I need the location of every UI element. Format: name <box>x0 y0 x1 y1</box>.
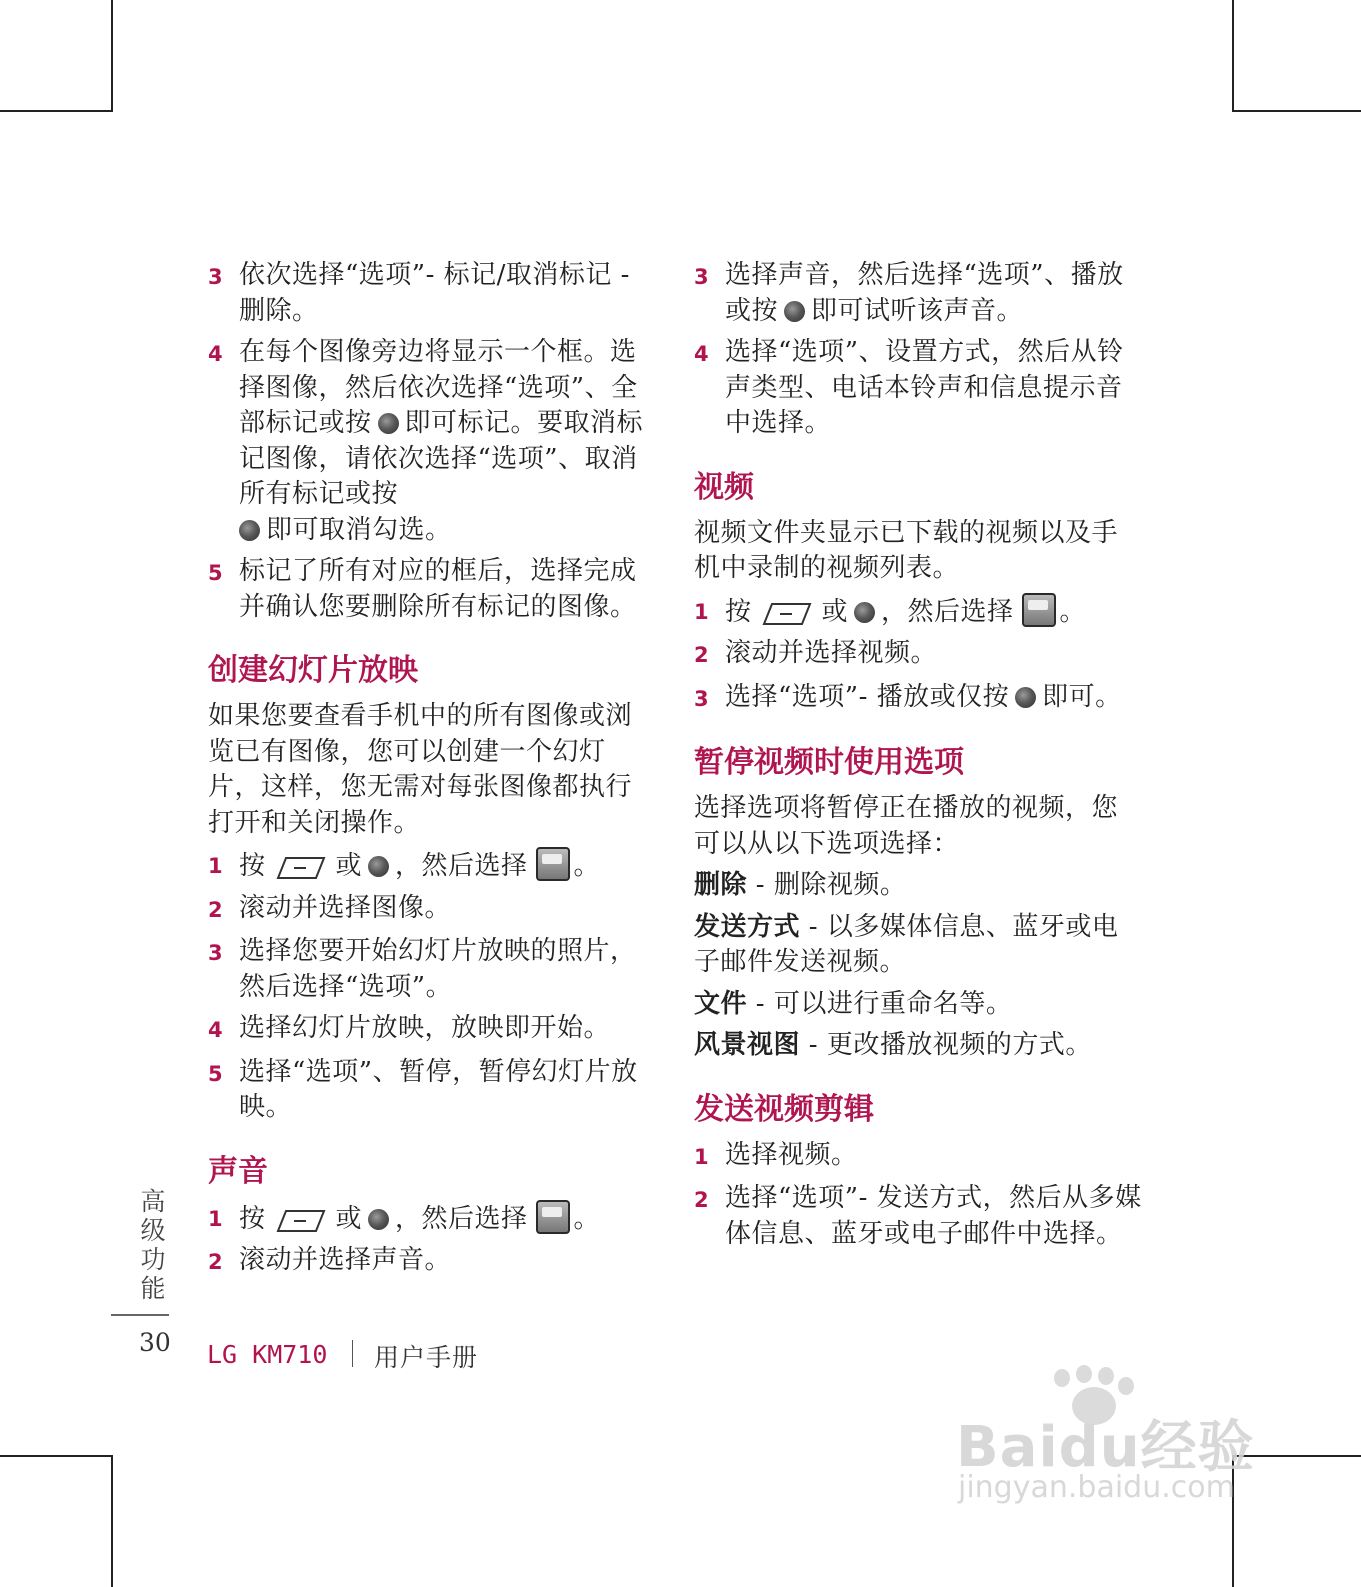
watermark-url: jingyan.baidu.com <box>958 1470 1235 1505</box>
list-item <box>208 1011 658 1049</box>
step-number: 4 <box>694 342 710 366</box>
step-text: 选择幻灯片放映，放映即开始。 <box>239 1013 611 1043</box>
step-text <box>725 593 1144 631</box>
step-number: 2 <box>694 1188 710 1212</box>
step-text: 依次选择“选项”- 标记/取消标记 - 删除。 <box>239 260 630 326</box>
step-number: 1 <box>208 854 224 878</box>
step-text-part: ，然后选择 <box>395 1203 528 1234</box>
step-text-part: 。 <box>573 851 601 881</box>
step-number: 1 <box>208 1206 224 1231</box>
step-text: 选择“选项”、暂停，暂停幻灯片放映。 <box>239 1056 638 1122</box>
step-text-part: 选择“选项”- 播放或仅按 <box>725 681 1010 712</box>
step-number: 3 <box>694 686 710 711</box>
list-item <box>208 847 658 885</box>
step-text <box>725 680 1144 718</box>
ok-button-icon <box>378 413 399 434</box>
list-item <box>694 1138 1144 1176</box>
watermark-logo-text: Baidu经验 <box>956 1415 1255 1480</box>
menu-key-icon <box>276 1207 326 1235</box>
step-text: 标记了所有对应的框后，选择完成并确认您要删除所有标记的图像。 <box>239 556 637 622</box>
step-number: 1 <box>694 599 710 624</box>
paw-icon <box>1098 1367 1114 1385</box>
section-heading-slideshow: 创建幻灯片放映 <box>208 653 418 688</box>
baidu-watermark <box>950 1365 1270 1525</box>
step-text-part: 或 <box>335 1203 363 1234</box>
option-desc: - 更改播放视频的方式。 <box>800 1030 1092 1060</box>
step-text: 滚动并选择视频。 <box>725 638 938 668</box>
step-text: 滚动并选择图像。 <box>239 892 452 923</box>
step-text <box>239 335 658 548</box>
section-intro: 视频文件夹显示已下载的视频以及手机中录制的视频列表。 <box>694 517 1119 583</box>
section-heading-send-video: 发送视频剪辑 <box>694 1091 874 1127</box>
step-number: 2 <box>208 1250 224 1274</box>
step-text: 选择“选项”、设置方式，然后从铃声类型、电话本铃声和信息提示音中选择。 <box>725 337 1124 438</box>
media-folder-icon <box>536 1200 570 1234</box>
option-term: 删除 <box>694 870 748 900</box>
step-number: 3 <box>694 265 710 289</box>
page-number: 30 <box>139 1328 171 1357</box>
step-text: 选择“选项”- 发送方式，然后从多媒体信息、蓝牙或电子邮件中选择。 <box>725 1183 1142 1249</box>
ok-button-icon <box>854 602 875 623</box>
step-text-part: 即可。 <box>1042 681 1122 712</box>
paw-icon <box>1118 1377 1134 1395</box>
crop-mark <box>0 1455 113 1457</box>
option-item <box>694 868 1144 904</box>
ok-button-icon <box>1015 687 1036 708</box>
step-text-part: 按 <box>725 596 752 627</box>
list-item <box>208 1243 658 1281</box>
media-folder-icon <box>536 847 570 881</box>
step-text-part: 按 <box>239 1203 266 1234</box>
step-text-part: 选择声音，然后选择“选项”、播放或按 <box>725 260 1124 326</box>
option-term: 发送方式 <box>694 911 801 942</box>
step-text-part: 按 <box>239 851 266 881</box>
step-number: 3 <box>208 265 224 289</box>
step-text-part: 或 <box>821 596 849 627</box>
section-intro: 选择选项将暂停正在播放的视频，您可以从以下选项选择： <box>694 793 1119 859</box>
step-text-part: 。 <box>1059 596 1087 627</box>
list-item <box>208 335 658 548</box>
menu-key-icon <box>762 600 812 628</box>
list-item <box>208 934 658 1005</box>
section-heading-pause-options: 暂停视频时使用选项 <box>694 745 964 780</box>
list-item <box>694 593 1144 631</box>
step-number: 3 <box>208 941 224 965</box>
step-number: 2 <box>694 643 710 667</box>
ok-button-icon <box>368 856 389 877</box>
step-number: 4 <box>208 342 224 366</box>
list-item <box>208 891 658 929</box>
option-desc: - 以多媒体信息、蓝牙或电子邮件发送视频。 <box>694 911 1119 977</box>
crop-mark <box>111 0 113 112</box>
section-side-label: 高级功能 <box>137 1188 166 1304</box>
list-item <box>208 258 658 329</box>
list-item <box>694 1181 1144 1252</box>
step-text-part: 或 <box>335 851 363 881</box>
step-number: 4 <box>208 1018 224 1042</box>
footer-title: 用户手册 <box>374 1343 479 1372</box>
step-text-part: 在每个图像旁边将显示一个框。选择图像，然后依次选择“选项”、全部标记或按 <box>239 337 638 438</box>
section-intro: 如果您要查看手机中的所有图像或浏览已有图像，您可以创建一个幻灯片，这样，您无需对每张图像都执行打开和关闭操作。 <box>208 701 633 838</box>
list-item <box>694 258 1144 329</box>
step-text <box>725 258 1144 329</box>
paw-icon <box>1076 1365 1092 1383</box>
section-heading-sound: 声音 <box>208 1153 268 1189</box>
crop-mark <box>111 1455 113 1587</box>
step-text-part: ，然后选择 <box>395 851 528 881</box>
crop-mark <box>1232 0 1234 112</box>
step-text <box>239 1200 658 1238</box>
step-text: 滚动并选择声音。 <box>239 1245 452 1275</box>
left-column <box>208 258 658 1287</box>
list-item <box>208 1200 658 1238</box>
ok-button-icon <box>239 520 260 541</box>
option-desc: - 可以进行重命名等。 <box>747 988 1013 1019</box>
option-term: 风景视图 <box>694 1030 801 1060</box>
ok-button-icon <box>784 301 805 322</box>
option-item <box>694 1028 1144 1064</box>
step-text-part: 。 <box>573 1203 601 1234</box>
list-item <box>694 335 1144 442</box>
crop-mark <box>1232 110 1361 112</box>
step-number: 5 <box>208 561 224 585</box>
option-desc: - 删除视频。 <box>747 870 907 900</box>
step-text-part: ，然后选择 <box>881 596 1014 627</box>
section-heading-video: 视频 <box>694 469 754 505</box>
list-item <box>208 554 658 625</box>
right-column <box>694 258 1144 1258</box>
step-number: 1 <box>694 1144 710 1169</box>
option-item <box>694 987 1144 1023</box>
list-item <box>694 680 1144 718</box>
option-item <box>694 910 1144 981</box>
list-item <box>208 1055 658 1126</box>
menu-key-icon <box>276 854 326 882</box>
divider <box>352 1340 353 1367</box>
step-number: 2 <box>208 897 224 922</box>
ok-button-icon <box>368 1209 389 1230</box>
step-text-part: 即可取消勾选。 <box>266 514 452 545</box>
step-text-part: 即可试听该声音。 <box>811 295 1024 326</box>
step-number: 5 <box>208 1061 224 1086</box>
step-text: 选择视频。 <box>725 1139 858 1170</box>
option-term: 文件 <box>694 988 748 1019</box>
divider <box>111 1314 169 1316</box>
paw-icon <box>1054 1369 1070 1387</box>
step-text-part: 即可标记。要取消标记图像，请依次选择“选项”、取消所有标记或按 <box>239 408 644 509</box>
crop-mark <box>0 110 113 112</box>
list-item <box>694 636 1144 674</box>
footer-brand: LG KM710 <box>207 1340 328 1369</box>
step-text <box>239 847 658 885</box>
step-text: 选择您要开始幻灯片放映的照片，然后选择“选项”。 <box>239 936 637 1002</box>
media-folder-icon <box>1022 593 1056 627</box>
